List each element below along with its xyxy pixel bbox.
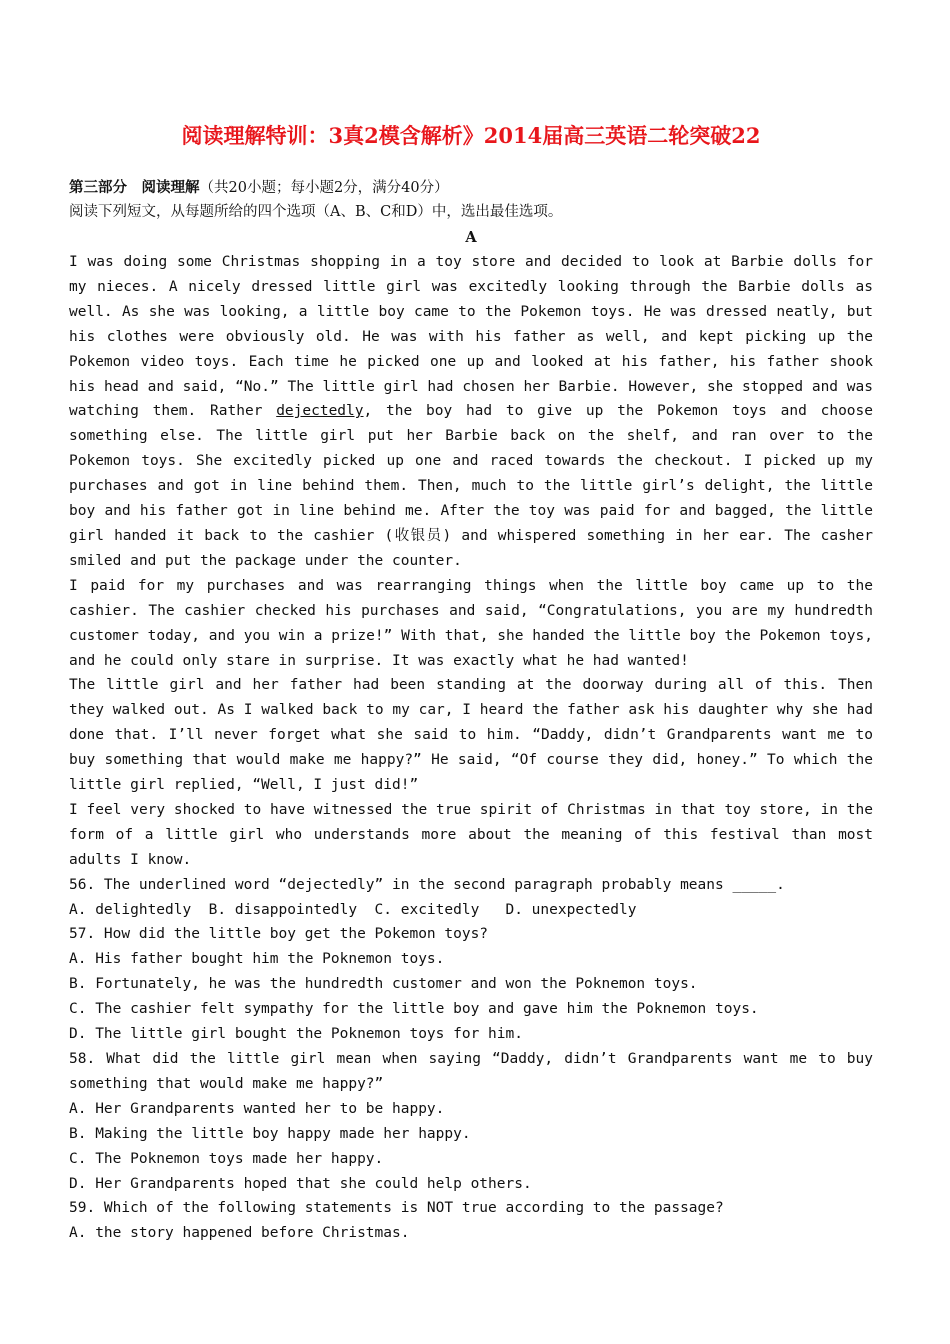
- passage-paragraph-1: [69, 250, 873, 574]
- question-57-option-a: A. His father bought him the Poknemon toys.: [69, 951, 445, 968]
- passage-label: A: [465, 229, 477, 246]
- question-58-option-d: D. Her Grandparents hoped that she could help others.: [69, 1175, 532, 1192]
- question-59-option-a: A. the story happened before Christmas.: [69, 1225, 410, 1242]
- underlined-word: dejectedly: [276, 403, 364, 420]
- section-heading-bold: 第三部分 阅读理解: [69, 179, 200, 196]
- question-58-option-a: A. Her Grandparents wanted her to be happy.: [69, 1100, 445, 1117]
- question-59: 59. Which of the following statements is NOT true according to the passage?: [69, 1200, 724, 1217]
- section-instruction: 阅读下列短文，从每题所给的四个选项（A、B、C和D）中，选出最佳选项。: [69, 204, 563, 220]
- question-57: 57. How did the little boy get the Pokemon toys?: [69, 926, 489, 943]
- section-heading-rest: （共20小题；每小题2分，满分40分）: [199, 180, 449, 196]
- paragraph-1-text-a: I was doing some Christmas shopping in a toy store and decided to look at Barbie dolls for my nieces. A nicely dressed little girl was excitedly looking through the Barbie dolls as well. As she was looking, a little boy came to the Pokemon toys. He was dressed neatly, but his clothes were obviously old. He was with his father as well, and kept picking up the Pokemon video toys. Each time he picked one up and looked at his father, his father shook his head and said, “No.” The little girl had chosen her Barbie. However, she stopped and was watching them. Rather: [69, 254, 873, 420]
- document-body: [69, 175, 873, 1246]
- paragraph-1-text-b: , the boy had to give up the Pokemon toys and choose something else. The little girl put her Barbie back on the shelf, and ran over to the Pokemon toys. She excitedly picked up one and raced towards the checkout. I picked up my purchases and got in line behind them. Then, much to the little girl’s delight, the little boy and his father got in line behind me. After the toy was paid for and bagged, the little girl handed it back to the cashier (收银员) and whispered something in her ear. The casher smiled and put the package under the counter.: [69, 403, 873, 569]
- passage-paragraph-2: I paid for my purchases and was rearranging things when the little boy came up to the cashier. The cashier checked his purchases and said, “Congratulations, you are my hundredth customer today, and you win a prize!” With that, she handed the little boy the Pokemon toys, and he could only stare in surprise. It was exactly what he had wanted!: [69, 577, 873, 669]
- question-56-options: A. delightedly B. disappointedly C. excitedly D. unexpectedly: [69, 901, 637, 918]
- passage-paragraph-4: I feel very shocked to have witnessed the true spirit of Christmas in that toy store, in the form of a little girl who understands more about the meaning of this festival than most adults I know.: [69, 801, 873, 868]
- question-56: 56. The underlined word “dejectedly” in the second paragraph probably means _____.: [69, 876, 785, 893]
- question-58: 58. What did the little girl mean when saying “Daddy, didn’t Grandparents want me to buy something that would make me happy?”: [69, 1051, 873, 1092]
- question-57-option-d: D. The little girl bought the Poknemon toys for him.: [69, 1026, 523, 1043]
- section-heading: [69, 175, 873, 200]
- document-title: 阅读理解特训：3真2模含解析》2014届高三英语二轮突破22: [181, 123, 761, 148]
- question-57-option-c: C. The cashier felt sympathy for the little boy and gave him the Poknemon toys.: [69, 1001, 759, 1018]
- passage-paragraph-3: The little girl and her father had been standing at the doorway during all of this. Then they walked out. As I walked back to my car, I heard the father ask his daughter why she had done that. I’ll never forget what she said to him. “Daddy, didn’t Grandparents want me to buy something that would make me happy?” He said, “Of course they did, honey.” To which the little girl replied, “Well, I just did!”: [69, 677, 873, 794]
- question-58-option-b: B. Making the little boy happy made her happy.: [69, 1125, 471, 1142]
- question-58-option-c: C. The Poknemon toys made her happy.: [69, 1150, 384, 1167]
- question-57-option-b: B. Fortunately, he was the hundredth customer and won the Poknemon toys.: [69, 976, 698, 993]
